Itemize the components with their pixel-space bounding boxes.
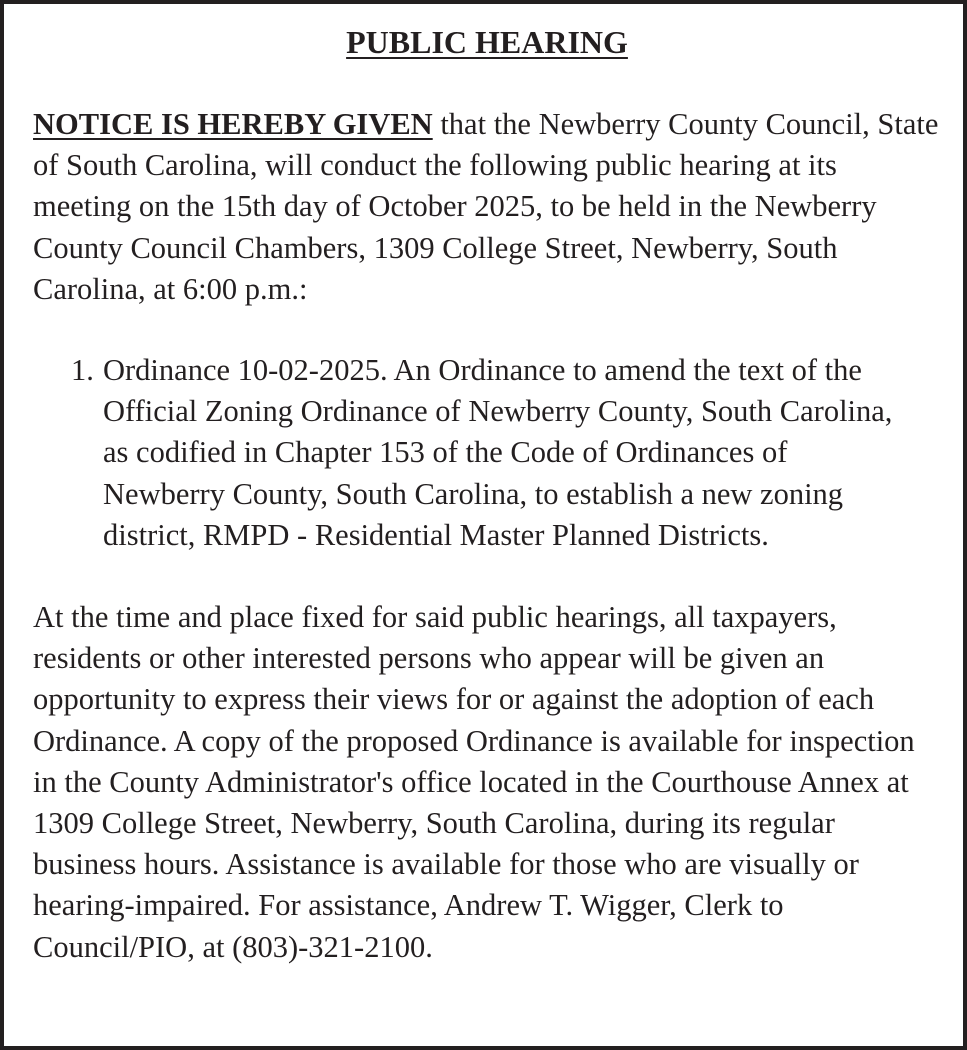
closing-paragraph: At the time and place fixed for said public hearings, all taxpayers, residents or other interested persons who appear will be given an opportunity to express their views for or against the adoption of each Ordinance. A copy of the proposed Ordinance is available for inspection in the County Administrator's office located in the Courthouse Annex at 1309 College Street, Newberry, South Carolina, during its regular business hours. Assistance is available for those who are visually or hearing-impaired. For assistance, Andrew T. Wigger, Clerk to Council/PIO, at (803)-321-2100. (33, 600, 915, 964)
list-item (33, 350, 941, 556)
list-item-text: Ordinance 10-02-2025. An Ordinance to amend the text of the Official Zoning Ordinance of Newberry County, South Carolina, as codified in Chapter 153 of the Code of Ordinances of Newberry County, South Carolina, to establish a new zoning district, RMPD - Residential Master Planned Districts. (103, 353, 893, 552)
intro-paragraph (33, 104, 941, 310)
intro-text: that the Newberry County Council, State of South Carolina, will conduct the following public hearing at its meeting on the 15th day of October 2025, to be held in the Newberry County Council Chambers, 1309 College Street, Newberry, South Carolina, at 6:00 p.m.: (33, 107, 939, 306)
intro-lead: NOTICE IS HEREBY GIVEN (33, 107, 433, 141)
ordinance-list (33, 350, 941, 556)
list-item-number: 1. (71, 353, 94, 388)
notice-title: PUBLIC HEARING (346, 24, 628, 60)
